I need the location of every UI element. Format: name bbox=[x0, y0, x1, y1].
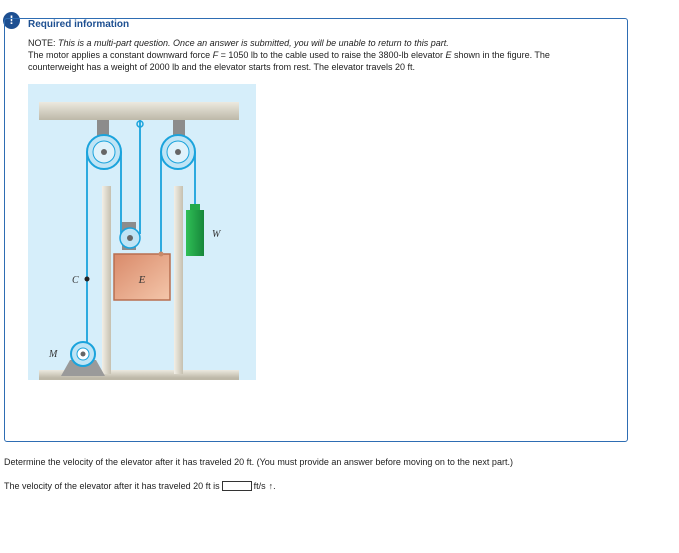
note-label: NOTE: bbox=[28, 38, 59, 48]
var-f: F bbox=[212, 50, 219, 60]
top-pulley-right bbox=[161, 135, 195, 169]
problem-statement bbox=[28, 37, 608, 73]
counterweight bbox=[186, 210, 204, 256]
top-beam bbox=[39, 102, 239, 120]
label-w: W bbox=[212, 229, 221, 240]
answer-prefix: The velocity of the elevator after it has traveled 20 ft is bbox=[4, 481, 220, 491]
problem-text-1: The motor applies a constant downward force bbox=[28, 50, 213, 60]
problem-text-2: = 1050 lb to the cable used to raise the 3800-lb elevator bbox=[218, 50, 446, 60]
var-e: E bbox=[445, 50, 452, 60]
elevator-figure bbox=[28, 84, 256, 380]
answer-row: The velocity of the elevator after it has traveled 20 ft is ft/s ↑ . bbox=[4, 481, 276, 491]
label-e: E bbox=[138, 274, 146, 286]
question-prompt: Determine the velocity of the elevator after it has traveled 20 ft. (You must provide an answer before moving on to the next part.) bbox=[4, 457, 513, 467]
top-pulley-left bbox=[87, 135, 121, 169]
counterweight-hook bbox=[190, 204, 200, 210]
answer-unit: ft/s bbox=[253, 481, 266, 491]
label-c: C bbox=[72, 275, 79, 286]
figure-background bbox=[28, 84, 256, 380]
required-info-title: Required information bbox=[28, 19, 130, 30]
point-c-marker bbox=[85, 277, 90, 282]
alert-icon: ! bbox=[3, 12, 20, 29]
elevator-cable-anchor bbox=[159, 252, 164, 257]
guide-post-right bbox=[174, 186, 183, 374]
up-arrow-icon: ↑ bbox=[268, 481, 274, 491]
label-m: M bbox=[49, 349, 58, 360]
problem-text-3: shown in the figure. The counterweight has a weight of 2000 lb and the elevator starts from rest. The elevator travels 20 ft. bbox=[28, 50, 550, 72]
guide-post-left bbox=[102, 186, 111, 374]
velocity-answer-input[interactable] bbox=[222, 481, 252, 491]
note-text: This is a multi-part question. Once an answer is submitted, you will be unable to return to this part. bbox=[58, 38, 449, 48]
